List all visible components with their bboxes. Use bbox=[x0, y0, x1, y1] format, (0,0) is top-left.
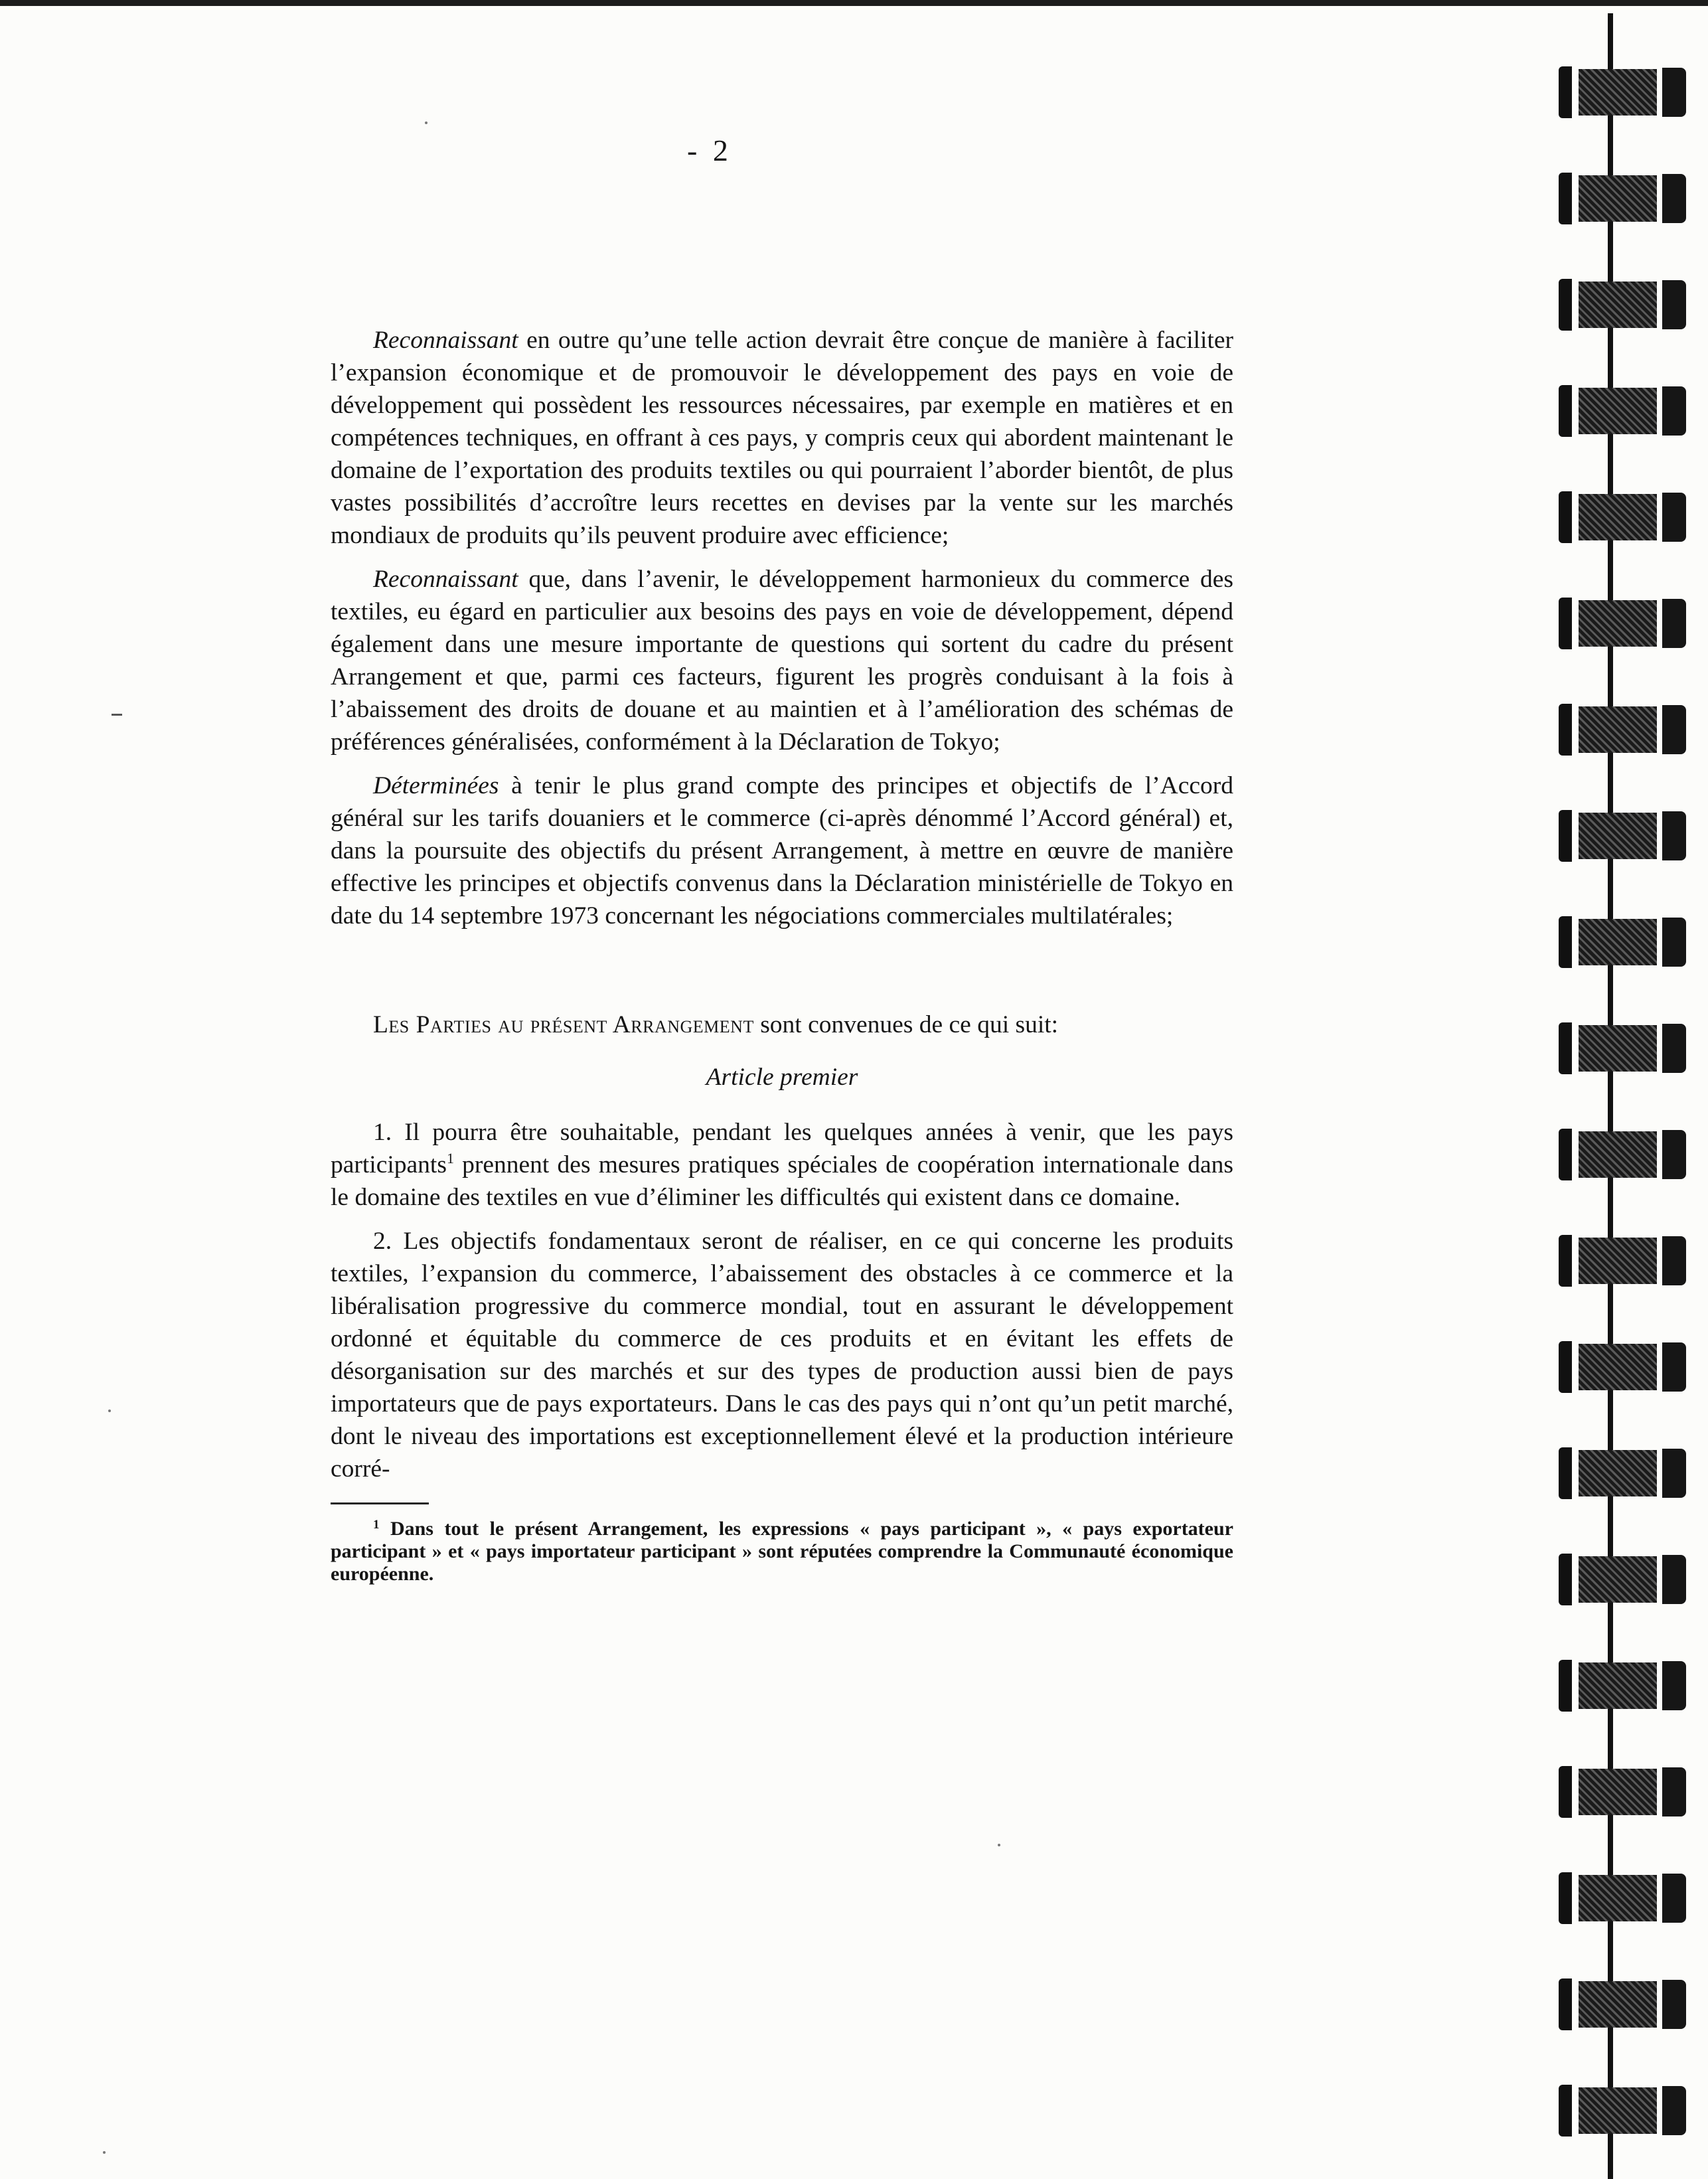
paragraph-lead: Déterminées bbox=[373, 772, 499, 799]
article-text: prennent des mesures pratiques spéciales de coopération internationale dans le domaine des textiles en vue d’éliminer les difficultés qui existent dans ce domaine. bbox=[331, 1151, 1233, 1211]
page-number: - 2 bbox=[687, 133, 732, 167]
paragraph-text: en outre qu’une telle action devrait être conçue de manière à faciliter l’expansion économique et de promouvoir le développement des pays en voie de développement qui possèdent les ressources nécessaires, par exemple en matières et en compétences techniques, en offrant à ces pays, y compris ceux qui abordent maintenant le domaine de l’exportation des produits textiles ou qui pourraient l’aborder bientôt, de plus vastes possibilités d’accroître leurs recettes en devises par la vente sur les marchés mondiaux de produits qu’ils peuvent produire avec efficience; bbox=[331, 327, 1233, 549]
spiral-binding bbox=[1552, 0, 1708, 2179]
article-heading: Article premier bbox=[706, 1064, 858, 1091]
binding-spine bbox=[1608, 13, 1613, 2179]
article-paragraph-2: 2. Les objectifs fondamentaux seront de réaliser, en ce qui concerne les produits textiles, l’expansion du commerce, l’abaissement des obstacles à ce commerce et la libéralisation progressive du commerce mondial, tout en assurant le développement ordonné et équitable du commerce de ces produits et en évitant les effets de désorganisation sur des marchés et sur des types de production aussi bien de pays importateurs que de pays exportateurs. Dans le cas des pays qui n’ont qu’un petit marché, dont le niveau des importations est exceptionnellement élevé et la production intérieure corré- bbox=[331, 1228, 1233, 1483]
binding-ring bbox=[1559, 2085, 1689, 2137]
parties-statement bbox=[331, 1009, 1233, 1041]
binding-ring bbox=[1559, 1660, 1689, 1712]
paragraph-2 bbox=[331, 563, 1233, 758]
article-text: 1. Il pourra être souhaitable, pendant les quelques années à venir, que les pays participants bbox=[331, 1119, 1233, 1178]
binding-ring bbox=[1559, 1235, 1689, 1287]
binding-ring bbox=[1559, 1447, 1689, 1499]
binding-ring bbox=[1559, 66, 1689, 118]
paragraph-text: à tenir le plus grand compte des principes et objectifs de l’Accord général sur les tarifs douaniers et le commerce (ci-après dénommé l’Accord général) et, dans la poursuite des objectifs du présent Arrangement, à mettre en œuvre de manière effective les principes et objectifs convenus dans la Déclaration ministérielle de Tokyo en date du 14 septembre 1973 concernant les négociations commerciales multilatérales; bbox=[331, 772, 1233, 929]
binding-ring bbox=[1559, 1129, 1689, 1180]
binding-ring bbox=[1559, 1341, 1689, 1393]
binding-ring bbox=[1559, 173, 1689, 224]
paragraph-lead: Reconnaissant bbox=[373, 566, 518, 593]
article-paragraph-1 bbox=[331, 1116, 1233, 1214]
binding-ring bbox=[1559, 598, 1689, 649]
binding-ring bbox=[1559, 279, 1689, 331]
binding-ring bbox=[1559, 916, 1689, 968]
paragraph-text: que, dans l’avenir, le développement harmonieux du commerce des textiles, eu égard en particulier aux besoins des pays en voie de développement, dépend également dans une mesure importante de questions qui sortent du cadre du présent Arrangement et que, parmi ces facteurs, figurent les progrès conduisant à la fois à l’abaissement des droits de douane et au maintien et à l’amélioration des schémas de préférences généralisées, conformément à la Déclaration de Tokyo; bbox=[331, 566, 1233, 756]
footnote-text: Dans tout le présent Arrangement, les expressions « pays participant », « pays exportateur participant » et « pays importateur participant » sont réputées comprendre la Communauté économique européenne. bbox=[331, 1518, 1233, 1585]
binding-ring bbox=[1559, 1022, 1689, 1074]
binding-ring bbox=[1559, 1554, 1689, 1605]
binding-ring bbox=[1559, 385, 1689, 437]
footnote bbox=[331, 1518, 1233, 1585]
binding-ring bbox=[1559, 491, 1689, 543]
document-body bbox=[331, 324, 1233, 1585]
binding-ring bbox=[1559, 704, 1689, 756]
paragraph-3 bbox=[331, 769, 1233, 932]
paragraph-lead: Reconnaissant bbox=[373, 327, 518, 354]
binding-ring bbox=[1559, 1766, 1689, 1818]
parties-text: sont convenues de ce qui suit: bbox=[753, 1011, 1059, 1038]
parties-lead: Les Parties au présent Arrangement bbox=[373, 1011, 754, 1038]
footnote-marker: 1 bbox=[373, 1518, 380, 1532]
page-top-edge bbox=[0, 0, 1708, 6]
paragraph-1 bbox=[331, 324, 1233, 552]
footnote-reference: 1 bbox=[446, 1150, 454, 1167]
footnote-separator bbox=[331, 1502, 429, 1504]
binding-ring bbox=[1559, 810, 1689, 862]
binding-ring bbox=[1559, 1978, 1689, 2030]
binding-ring bbox=[1559, 1872, 1689, 1924]
